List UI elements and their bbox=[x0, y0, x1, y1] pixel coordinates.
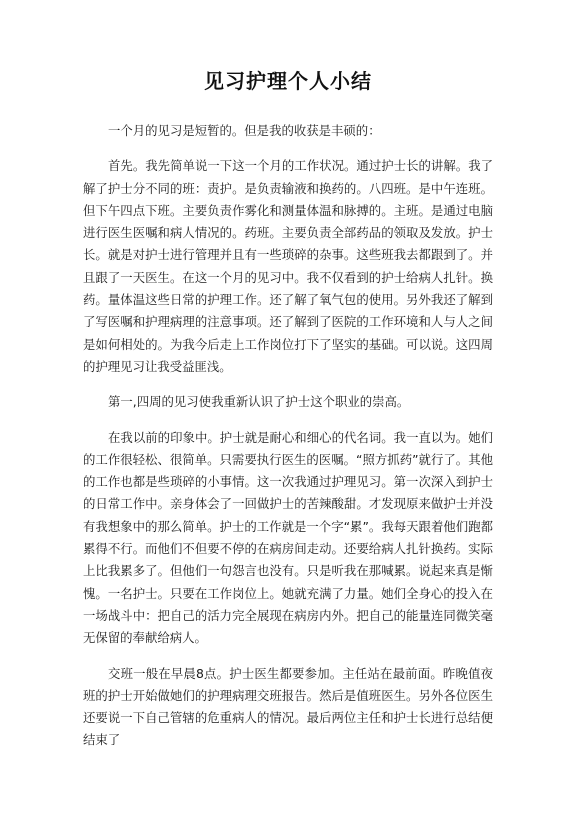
document-page bbox=[83, 0, 493, 752]
paragraph-work-overview: 首先。我先简单说一下这一个月的工作状况。通过护士长的讲解。我了解了护士分不同的班：责护。是负责输液和换药的。八四班。是中午连班。但下午四点下班。主要负责作雾化和测量体温和脉搏的。主班。是通过电脑进行医生医嘱和病人情况的。药班。主要负责全部药品的领取及发放。护士长。就是对护士进行管理并且有一些琐碎的杂事。这些班我去都跟到了。并且跟了一天医生。在这一个月的见习中。我不仅看到的护士给病人扎针。换药。量体温这些日常的护理工作。还了解了氧气包的使用。另外我还了解到了写医嘱和护理病理的注意事项。还了解到了医院的工作环境和人与人之间是如何相处的。为我今后走上工作岗位打下了坚实的基础。可以说。这四周的护理见习让我受益匪浅。 bbox=[83, 158, 493, 374]
paragraph-shift-handover: 交班一般在早晨8点。护士医生都要参加。主任站在最前面。昨晚值夜班的护士开始做她们的护理病理交班报告。然后是值班医生。另外各位医生还要说一下自己管辖的危重病人的情况。最后两位主任和护士长进行总结便结束了 bbox=[83, 665, 493, 748]
paragraph-nurse-impression: 在我以前的印象中。护士就是耐心和细心的代名词。我一直以为。她们的工作很轻松、很简单。只需要执行医生的医嘱。“照方抓药”就行了。其他的工作也都是些琐碎的小事情。这一次我通过护理见习。第一次深入到护士的日常工作中。亲身体会了一回做护士的苦辣酸甜。才发现原来做护士并没有我想象中的那么简单。护士的工作就是一个字“累”。我每天跟着他们跑都累得不行。而他们不但要不停的在病房间走动。还要给病人扎针换药。实际上比我累多了。但他们一句怨言也没有。只是听我在那喊累。说起来真是惭愧。一名护士。只要在工作岗位上。她就充满了力量。她们全身心的投入在一场战斗中：把自己的活力完全展现在病房内外。把自己的能量连同微笑毫无保留的奉献给病人。 bbox=[83, 429, 493, 646]
document-title: 见习护理个人小结 bbox=[204, 69, 372, 93]
paragraph-intro: 一个月的见习是短暂的。但是我的收获是丰硕的： bbox=[108, 123, 381, 138]
paragraph-first-point: 第一,四周的见习使我重新认识了护士这个职业的崇高。 bbox=[108, 394, 410, 410]
